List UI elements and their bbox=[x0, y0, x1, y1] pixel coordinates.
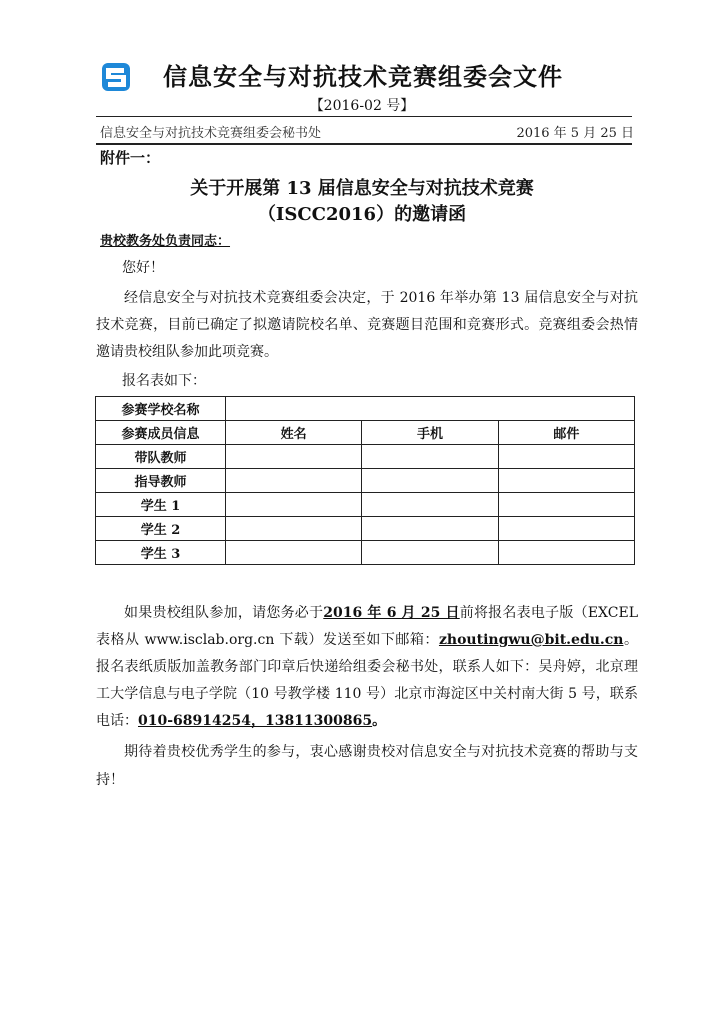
email-field[interactable] bbox=[498, 517, 634, 541]
phone-field[interactable] bbox=[362, 493, 498, 517]
invitation-title-line2: （ISCC2016）的邀请函 bbox=[257, 204, 467, 225]
name-field[interactable] bbox=[226, 541, 362, 565]
table-row bbox=[96, 541, 635, 565]
table-row bbox=[96, 397, 635, 421]
iscc-logo-icon bbox=[100, 61, 132, 93]
phone-field[interactable] bbox=[362, 445, 498, 469]
doc-date: 2016 年 5 月 25 日 bbox=[516, 126, 634, 141]
column-header-email: 邮件 bbox=[498, 421, 634, 445]
row-label: 学生 2 bbox=[96, 517, 226, 541]
email-field[interactable] bbox=[498, 445, 634, 469]
email-field[interactable] bbox=[498, 493, 634, 517]
instructions-text: 。报名表纸质版加盖教务部门印章后快递给组委会秘书处，联系人如下：吴舟婷，北京理工大学信息与电子学院（10 号教学楼 110 号）北京市海淀区中关村南大街 5 号，联系电话： bbox=[96, 632, 638, 729]
email-field[interactable] bbox=[498, 469, 634, 493]
secretariat-name: 信息安全与对抗技术竞赛组委会秘书处 bbox=[100, 126, 322, 141]
table-row bbox=[96, 445, 635, 469]
table-row bbox=[96, 421, 635, 445]
contact-email-link[interactable]: zhoutingwu@bit.edu.cn bbox=[438, 632, 624, 648]
row-label: 学生 3 bbox=[96, 541, 226, 565]
table-row bbox=[96, 517, 635, 541]
registration-form-table bbox=[95, 396, 635, 565]
row-label: 带队教师 bbox=[96, 445, 226, 469]
greeting: 您好！ bbox=[122, 260, 164, 276]
deadline-date: 2016 年 6 月 25 日 bbox=[323, 605, 460, 621]
members-label-cell: 参赛成员信息 bbox=[96, 421, 226, 445]
table-row bbox=[96, 469, 635, 493]
header-rule bbox=[96, 116, 632, 117]
instructions-text: 如果贵校组队参加，请您务必于 bbox=[124, 605, 324, 621]
table-row bbox=[96, 493, 635, 517]
name-field[interactable] bbox=[226, 517, 362, 541]
form-intro: 报名表如下： bbox=[122, 373, 206, 389]
contact-phone: 010-68914254，13811300865 bbox=[138, 713, 373, 729]
salutation: 贵校教务处负责同志： bbox=[100, 234, 231, 249]
school-label-cell: 参赛学校名称 bbox=[96, 397, 226, 421]
attachment-label: 附件一： bbox=[100, 149, 161, 167]
row-label: 指导教师 bbox=[96, 469, 226, 493]
doc-number: 【2016-02 号】 bbox=[309, 98, 415, 114]
email-field[interactable] bbox=[498, 541, 634, 565]
org-title: 信息安全与对抗技术竞赛组委会文件 bbox=[163, 62, 563, 91]
paragraph-intro: 经信息安全与对抗技术竞赛组委会决定，于 2016 年举办第 13 届信息安全与对抗技术竞赛，目前已确定了拟邀请院校名单、竞赛题目范围和竞赛形式。竞赛组委会热情邀请贵校组队参加此项竞赛。 bbox=[96, 290, 638, 360]
phone-field[interactable] bbox=[362, 541, 498, 565]
column-header-name: 姓名 bbox=[226, 421, 362, 445]
invitation-title-line1: 关于开展第 13 届信息安全与对抗技术竞赛 bbox=[190, 178, 534, 199]
name-field[interactable] bbox=[226, 493, 362, 517]
phone-field[interactable] bbox=[362, 517, 498, 541]
instructions-text: 。 bbox=[372, 713, 387, 729]
instructions-text: 前将报名表电子版（EXCEL 表格从 www.isclab.org.cn 下载）发送至如下邮箱： bbox=[96, 605, 638, 648]
row-label: 学生 1 bbox=[96, 493, 226, 517]
name-field[interactable] bbox=[226, 469, 362, 493]
phone-field[interactable] bbox=[362, 469, 498, 493]
column-header-phone: 手机 bbox=[362, 421, 498, 445]
header-rule-thick bbox=[96, 143, 632, 145]
name-field[interactable] bbox=[226, 445, 362, 469]
paragraph-instructions bbox=[96, 600, 638, 735]
paragraph-closing: 期待着贵校优秀学生的参与，衷心感谢贵校对信息安全与对抗技术竞赛的帮助与支持！ bbox=[96, 744, 638, 788]
school-name-field[interactable] bbox=[226, 397, 635, 421]
